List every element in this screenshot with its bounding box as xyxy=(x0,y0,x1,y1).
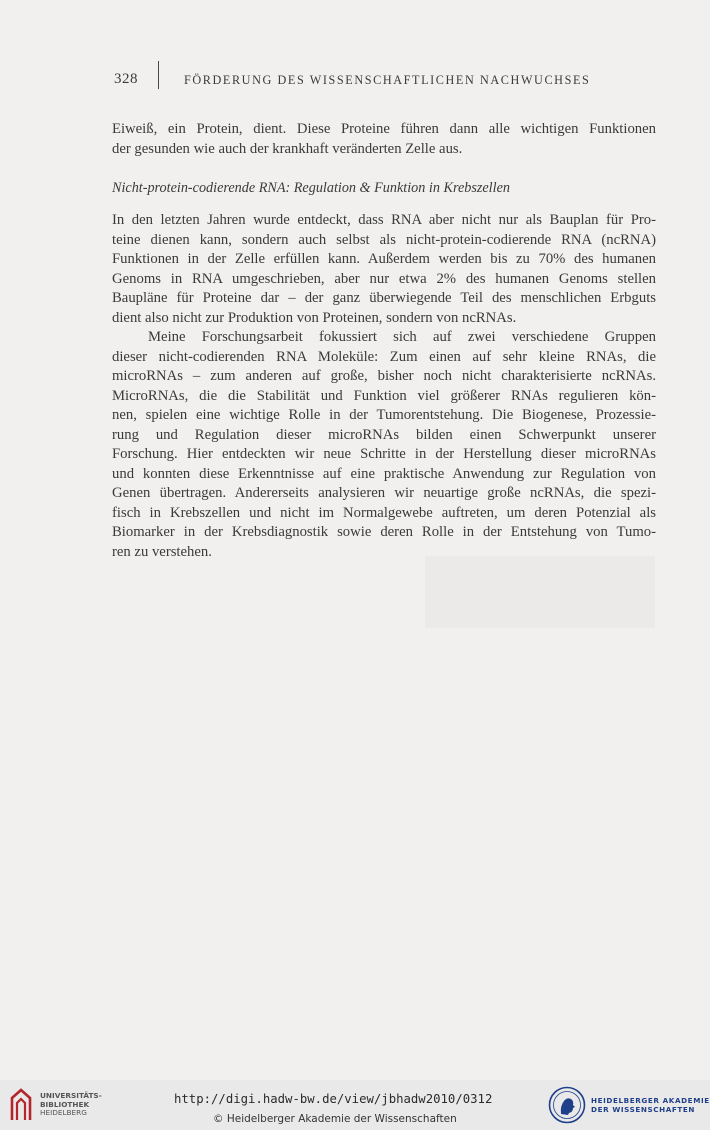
academy-name-line: HEIDELBERGER AKADEMIE xyxy=(591,1096,710,1105)
page-number: 328 xyxy=(114,71,138,87)
library-name-line: UNIVERSITÄTS- xyxy=(40,1091,102,1100)
text-line: dieser nicht-codierenden RNA Moleküle: Zum einen auf sehr kleine RNAs, die xyxy=(112,348,656,365)
bleed-through-image xyxy=(425,556,655,628)
viewer-footer xyxy=(0,1080,710,1130)
text-line: nen, spielen eine wichtige Rolle in der Tumorentstehung. Die Biogenese, Prozessie- xyxy=(112,407,656,423)
university-library-name xyxy=(40,1092,102,1118)
text-line: und konnten diese Erkenntnisse auf eine praktische Anwendung zur Regulation von xyxy=(112,465,656,482)
header-divider xyxy=(158,61,159,89)
permalink-url[interactable]: http://digi.hadw-bw.de/view/jbhadw2010/0312 xyxy=(174,1092,493,1106)
academy-name xyxy=(591,1096,710,1114)
running-title: FÖRDERUNG DES WISSENSCHAFTLICHEN NACHWUCHSES xyxy=(184,73,591,87)
library-name-line: BIBLIOTHEK xyxy=(40,1099,90,1109)
text-line: microRNAs – zum anderen auf große, bisher noch nicht charakterisierte ncRNAs. xyxy=(112,368,656,384)
university-library-logo-icon xyxy=(8,1088,34,1122)
text-line: Forschung. Hier entdeckten wir neue Schritte in der Herstellung dieser microRNAs xyxy=(112,446,656,462)
text-line: In den letzten Jahren wurde entdeckt, dass RNA aber nicht nur als Bauplan für Pro- xyxy=(112,212,656,228)
text-line: dient also nicht zur Produktion von Proteinen, sondern von ncRNAs. xyxy=(112,309,517,326)
text-line: Biomarker in der Krebsdiagnostik sowie deren Rolle in der Entstehung von Tumo- xyxy=(112,524,656,540)
section-subheading: Nicht-protein-codierende RNA: Regulation & Funktion in Krebszellen xyxy=(112,180,510,196)
copyright-notice: © Heidelberger Akademie der Wissenschaften xyxy=(213,1113,457,1125)
text-line: der gesunden wie auch der krankhaft veränderten Zelle aus. xyxy=(112,140,463,157)
academy-name-line: DER WISSENSCHAFTEN xyxy=(591,1105,696,1114)
text-line: teine dienen kann, sondern auch selbst als nicht-protein-codierende RNA (ncRNA) xyxy=(112,231,656,248)
text-line: fisch in Krebszellen und nicht im Normalgewebe auftreten, um deren Potenzial als xyxy=(112,504,656,521)
text-line: Funktionen in der Zelle erfüllen kann. Außerdem werden bis zu 70% des humanen xyxy=(112,251,656,267)
running-head xyxy=(112,71,632,93)
paragraph-1 xyxy=(112,120,656,159)
text-line: ren zu verstehen. xyxy=(112,543,212,560)
paragraph-2 xyxy=(112,211,656,328)
text-line: Meine Forschungsarbeit fokussiert sich auf zwei verschiedene Gruppen xyxy=(148,329,656,345)
text-line: rung und Regulation dieser microRNAs bilden einen Schwerpunkt unserer xyxy=(112,426,656,443)
text-line: Eiweiß, ein Protein, dient. Diese Proteine führen dann alle wichtigen Funktionen xyxy=(112,121,656,137)
library-name-line: HEIDELBERG xyxy=(40,1108,87,1117)
text-line: Genoms in RNA umgeschrieben, aber nur etwa 2% des humanen Genoms stellen xyxy=(112,270,656,287)
academy-seal-icon xyxy=(548,1086,586,1124)
text-line: Baupläne für Proteine dar – der ganz überwiegende Teil des menschlichen Erbguts xyxy=(112,290,656,306)
paragraph-3 xyxy=(112,328,656,562)
text-line: Genen übertragen. Andererseits analysieren wir neuartige große ncRNAs, die spezi- xyxy=(112,485,656,501)
text-line: MicroRNAs, die die Stabilität und Funktion viel größerer RNAs regulieren kön- xyxy=(112,387,656,404)
